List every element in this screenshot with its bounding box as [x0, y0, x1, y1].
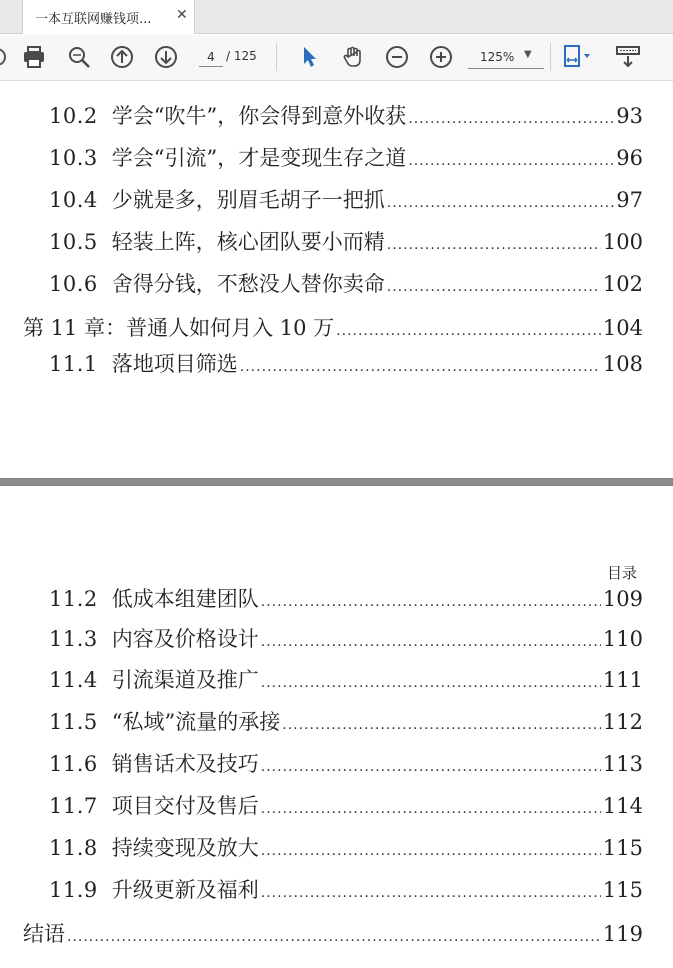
toc-entry[interactable]	[49, 874, 643, 904]
toc-closing-title: 结语	[23, 922, 65, 946]
hand-tool-partial-icon[interactable]	[0, 44, 10, 70]
toc-dot-leader	[261, 885, 601, 901]
toc-section-number: 10.3	[49, 146, 98, 170]
toc-page-number: 102	[602, 272, 643, 296]
toc-section-title: 少就是多，别眉毛胡子一把抓	[111, 188, 385, 212]
toc-section-number: 11.1	[49, 352, 98, 376]
toolbar-divider	[550, 43, 551, 71]
document-tab[interactable]	[22, 0, 195, 34]
close-tab-icon[interactable]: ✕	[176, 7, 188, 23]
print-icon[interactable]	[21, 44, 47, 70]
toc-section-number: 11.9	[49, 878, 98, 902]
toc-section-number: 11.8	[49, 836, 98, 860]
toc-dot-leader	[261, 675, 601, 691]
toc-entry-clipped	[49, 82, 643, 92]
toc-entry[interactable]	[49, 623, 643, 653]
toc-dot-leader	[240, 359, 601, 375]
toc-entry[interactable]	[49, 583, 643, 613]
toc-entry[interactable]	[49, 664, 643, 694]
toc-entry[interactable]	[49, 748, 643, 778]
toc-dot-leader	[387, 279, 601, 295]
toc-section-number: 11.5	[49, 710, 98, 734]
toc-page-number: 93	[616, 104, 643, 128]
toc-section-number: 11.7	[49, 794, 98, 818]
toc-chapter-title: 第 11 章：普通人如何月入 10 万	[23, 316, 335, 340]
toc-dot-leader	[261, 759, 601, 775]
zoom-level-value: 125%	[480, 50, 515, 64]
toc-dot-leader	[408, 153, 614, 169]
toc-page-number: 104	[602, 316, 643, 340]
toc-page-number: 115	[602, 878, 643, 902]
page-separator	[0, 478, 673, 486]
toc-dot-leader	[261, 594, 601, 610]
toc-entry[interactable]	[49, 226, 643, 256]
page-total-label: / 125	[226, 49, 257, 63]
toc-section-title: 销售话术及技巧	[111, 752, 259, 776]
toc-section-title: 学会“吹牛”，你会得到意外收获	[111, 104, 407, 128]
toc-page-number: 113	[602, 752, 643, 776]
running-header: 目录	[607, 564, 638, 582]
toc-section-title: 低成本组建团队	[111, 587, 259, 611]
toc-entry[interactable]	[49, 142, 643, 172]
fit-page-icon[interactable]	[560, 44, 596, 70]
toc-page-number: 100	[602, 230, 643, 254]
toc-section-title: 升级更新及福利	[111, 878, 259, 902]
toc-section-number: 10.2	[49, 104, 98, 128]
prev-page-icon[interactable]	[109, 44, 135, 70]
toc-entry[interactable]	[49, 268, 643, 298]
toc-dot-leader	[387, 195, 615, 211]
chevron-down-icon: ▼	[524, 49, 532, 60]
toc-chapter-entry[interactable]	[23, 312, 643, 342]
select-cursor-icon[interactable]	[297, 44, 323, 70]
zoom-search-icon[interactable]	[66, 44, 92, 70]
toc-section-title: 舍得分钱，不愁没人替你卖命	[111, 272, 385, 296]
toc-dot-leader	[387, 237, 601, 253]
toolbar	[0, 35, 673, 81]
toolbar-divider	[276, 43, 277, 71]
page-number-input[interactable]	[199, 47, 223, 67]
toc-section-title: 项目交付及售后	[111, 794, 259, 818]
toc-entry[interactable]	[49, 100, 643, 130]
toc-dot-leader	[67, 929, 601, 945]
toc-section-number: 11.4	[49, 668, 98, 692]
zoom-level-select[interactable]	[468, 47, 544, 69]
toc-section-number: 11.2	[49, 587, 98, 611]
toc-section-title: 轻装上阵，核心团队要小而精	[111, 230, 385, 254]
toc-page-number: 115	[602, 836, 643, 860]
zoom-in-icon[interactable]	[428, 44, 454, 70]
toc-section-number: 10.4	[49, 188, 98, 212]
toc-section-number: 11.3	[49, 627, 98, 651]
toc-page-number: 114	[602, 794, 643, 818]
toc-entry[interactable]	[49, 832, 643, 862]
hand-pan-icon[interactable]	[340, 44, 366, 70]
toc-page-number: 97	[616, 188, 643, 212]
toc-dot-leader	[336, 323, 601, 339]
toc-dot-leader	[261, 634, 601, 650]
tab-bar	[0, 0, 673, 34]
toc-section-title: 落地项目筛选	[111, 352, 238, 376]
toc-dot-leader	[261, 843, 601, 859]
toc-section-title: “私域”流量的承接	[111, 710, 281, 734]
toc-section-number: 10.6	[49, 272, 98, 296]
toc-section-number: 11.6	[49, 752, 98, 776]
toc-page-number: 111	[602, 668, 643, 692]
toc-entry[interactable]	[49, 348, 643, 378]
zoom-out-icon[interactable]	[384, 44, 410, 70]
toc-page-number: 119	[602, 922, 643, 946]
toc-page-number: 110	[602, 627, 643, 651]
toc-section-title: 学会“引流”，才是变现生存之道	[111, 146, 407, 170]
toc-page-number: 108	[602, 352, 643, 376]
toc-entry[interactable]	[49, 184, 643, 214]
toc-dot-leader	[408, 111, 614, 127]
toc-page-number: 109	[602, 587, 643, 611]
toc-closing-entry[interactable]	[23, 918, 643, 948]
toc-page-number: 96	[616, 146, 643, 170]
document-viewport[interactable]	[0, 82, 673, 968]
toc-section-number: 10.5	[49, 230, 98, 254]
toc-entry[interactable]	[49, 790, 643, 820]
scroll-mode-icon[interactable]	[615, 44, 641, 70]
toc-dot-leader	[261, 801, 601, 817]
toc-section-title: 持续变现及放大	[111, 836, 259, 860]
toc-entry[interactable]	[49, 706, 643, 736]
tab-title[interactable]: 一本互联网赚钱项...	[35, 12, 152, 27]
toc-section-title: 引流渠道及推广	[111, 668, 259, 692]
toc-section-title: 内容及价格设计	[111, 627, 259, 651]
toc-page-number: 112	[602, 710, 643, 734]
toc-dot-leader	[282, 717, 601, 733]
next-page-icon[interactable]	[153, 44, 179, 70]
